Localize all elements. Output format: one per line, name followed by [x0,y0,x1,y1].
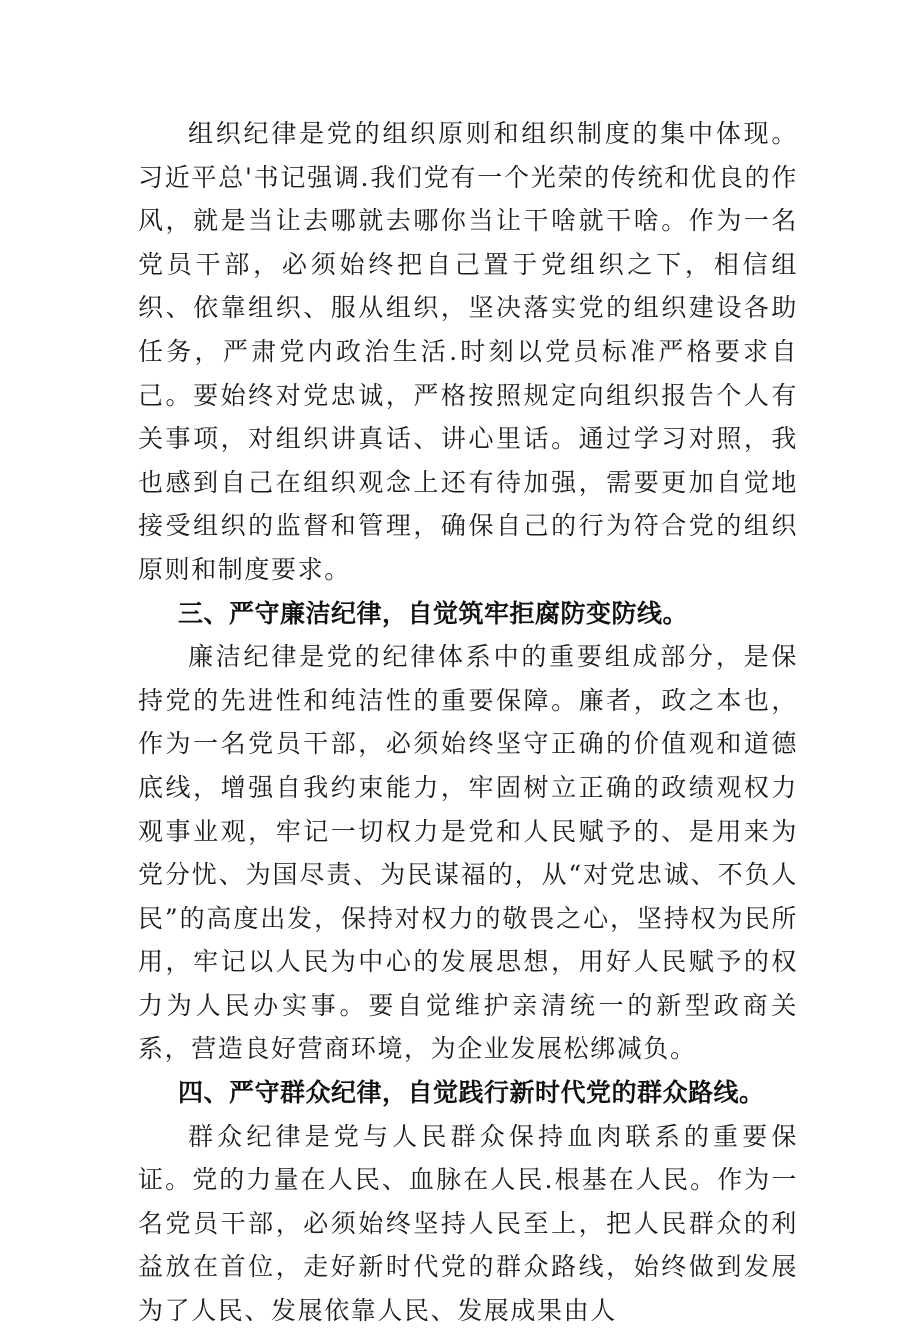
document-body [138,112,798,1333]
paragraph-integrity-discipline: 廉洁纪律是党的纪律体系中的重要组成部分，是保持党的先进性和纯洁性的重要保障。廉者，政之本也，作为一名党员干部，必须始终坚守正确的价值观和道德底线，增强自我约束能力，牢固树立正确的政绩观权力观事业观，牢记一切权力是党和人民赋予的、是用来为党分忧、为国尽责、为民谋福的，从“对党忠诚、不负人民”的高度出发，保持对权力的敬畏之心，坚持权为民所用，牢记以人民为中心的发展思想，用好人民赋予的权力为人民办实事。要自觉维护亲清统一的新型政商关系，营造良好营商环境，为企业发展松绑减负。 [138,642,798,1064]
paragraph-mass-discipline: 群众纪律是党与人民群众保持血肉联系的重要保证。党的力量在人民、血脉在人民.根基在人民。作为一名党员干部，必须始终坚持人民至上，把人民群众的利益放在首位，走好新时代党的群众路线，始终做到发展为了人民、发展依靠人民、发展成果由人 [138,1121,798,1326]
section-heading-integrity-discipline: 三、严守廉洁纪律，自觉筑牢拒腐防变防线。 [178,598,689,628]
section-heading-mass-discipline: 四、严守群众纪律，自觉践行新时代党的群众路线。 [178,1078,765,1108]
paragraph-organizational-discipline: 组织纪律是党的组织原则和组织制度的集中体现。习近平总'书记强调.我们党有一个光荣的传统和优良的作风，就是当让去哪就去哪你当让干啥就干啥。作为一名党员干部，必须始终把自己置于党组织之下，相信组织、依靠组织、服从组织，坚决落实党的组织建设各助任务，严肃党内政治生活.时刻以党员标准严格要求自己。要始终对党忠诚，严格按照规定向组织报告个人有关事项，对组织讲真话、讲心里话。通过学习对照，我也感到自己在组织观念上还有待加强，需要更加自觉地接受组织的监督和管理，确保自己的行为符合党的组织原则和制度要求。 [138,119,798,584]
